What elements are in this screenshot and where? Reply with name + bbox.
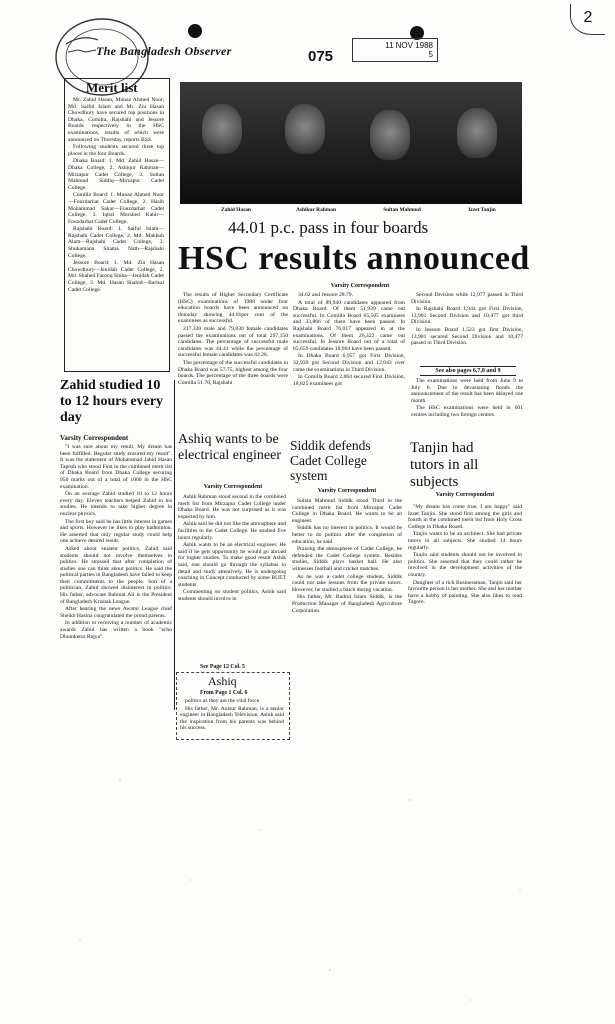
main-column-2: 34.62 and Jessore 28.79. A total of 89,940 candidates appeared from Dhaka Board. Of them 51,939 came out successful. In Comilla Board 65,505 examinees and 33,866 of them have been passed. In Rajshahi Board 76,017 appeared in at the examinations. Of them 26,322 came out successful. In Jessore Board out of a total of 65,659 candidates 18,904 have been passed. In Dhaka Board 6,957 got First Division, 32,939 got Second Division and 12,043 over came the examinations in Third Division. In Comilla Board 2,064 secured First Division, 18,825 examinees got — [293, 292, 405, 387]
masthead-paper-name: The Bangladesh Observer — [96, 44, 232, 58]
merit-list-title: Merit list — [86, 80, 138, 95]
photo-strip — [180, 82, 522, 204]
merit-para: Jessore Board: 1. Md. Zia Hasan Chowdhury—Jenidah Cadet College, 2. Md. Shahed Farooq Sinha—Jenidah Cadet College, 3. Md. Hasan Shahid—Barisal Cadet College. — [68, 260, 164, 293]
merit-para: Dhaka Board: 1. Md. Zahid Hasan—Dhaka College, 2. Ashiqur Rahman—Mirzapur Cadet College, 3. Sultan Mahmud Siddiq—Mirzapur Cadet College. — [68, 158, 164, 191]
merit-para: Comilla Board: 1. Munaz Ahmed Noor—Fouzdarhat Cadet College, 2. Hasib Mohammad Sakur—Fouzdarhat Cadet College, 3. Iqbal Morshed Kabir—Fouzdarhat Cadet College. — [68, 192, 164, 225]
tanjin-body: "My dream has come true, I am happy" said Izzet Tanjin. She stood first among the girls and fourth in the combined merit list from Holy Cross College in Dhaka Board. Tanjin wants to be an architect. She had private tutors in all subjects. She studied 14 hours regularly. Tanjin said students should not be involved in politics. She asserted that they could rather be involved in the development activities of the country. Daughter of a rich Businessman, Tanjin said her favourite person is her mother. She and her mother have a hobby of painting. She also likes to read Tagore. — [408, 504, 522, 606]
masthead-page-number: 075 — [308, 48, 334, 65]
zahid-body: "I was sure about my result. My dream has been fulfilled. Regular study ensured my result". It was the statement of Mohammad Jahid Hasan Taposh who stood First in the combined merit list of Dhaka Board from Dhaka College securing 950 marks out of a total of 1000 in the HSC examination. On an average Zahid studied 10 to 12 hours every day. Eleven teachers helped Zahid in his studies. He intends to take higher degree in nuclear physics. The first boy said he has little interest in games and sports. However he likes to play badminton. He asserted that only regular study could help one achieve desired result. Asked about student politics, Zahid said students should not involve themselves in politics. He stressed that after completion of studies one can think about politics. He said the political parties in Bangladesh have failed to keep their commitments to the people. Son of a politician, Zahid showed disinterest in politics. His father, advocate Rahmat Ali is the President of Bangladesh Krishak League. After hearing the news Awami League chief Sheikh Hasina congratulated the proud parents. In addition to receiving a number of academic awards Zahid has written a book "echo Dhumketur Rajya". — [60, 444, 172, 640]
tanjin-headline: Tanjin had tutors in all subjects — [410, 440, 479, 490]
ashiq-headline: Ashiq wants to be electrical engineer — [178, 432, 281, 463]
photo-caption: Izzet Tanjin — [468, 207, 496, 213]
tanjin-byline: Varsity Correspondent — [435, 492, 495, 498]
siddik-headline: Siddik defends Cadet College system — [290, 438, 371, 483]
scan-noise — [0, 740, 615, 1024]
ashiq-body: Ashik Rahman stood second in the combined merit list from Mirzapur Cadet College under Dhaka Board. He was not surprised as it was expected by him. Ashik said he did not like the atmosphere and facilities in the Cadet College. He studied five hours regularly. Ashik wants to be an electrical engineer. He said if he gets opportunity he would go abroad for higher studies. To make good result Ashik said, one should go through the syllabus in detail and study attentively. He is undergoing coaching in Concept conducted by some BUET students. Commenting on student politics, Ashik said students should involve in — [178, 494, 286, 602]
siddik-byline: Varsity Correspondent — [317, 488, 377, 494]
ashiq-byline: Varsity Correspondent — [203, 484, 263, 490]
merit-para: Following students secured three top places in the four Boards. — [68, 144, 164, 157]
photo-caption: Sultan Mahmud — [383, 207, 421, 213]
zahid-headline: Zahid studied 10 to 12 hours every day — [60, 378, 164, 425]
portrait-sultan — [370, 110, 410, 160]
main-column-3b: The examinations were held from June 9 to July 6. Due to devastating floods the announcement of the result has been delayed one month. The HSC examinations were held in 601 centres including two foreign centres. — [411, 378, 523, 418]
main-byline: Varsity Correspondent — [330, 283, 390, 289]
main-headline: HSC results announced — [178, 240, 530, 277]
date-stamp — [352, 38, 438, 62]
zahid-byline: Varsity Correspondent — [60, 434, 129, 442]
corner-mark: 2 — [570, 4, 605, 35]
main-column-1: The results of Higher Secondary Certificate (HSC) examinations of 1988 under four education boards have been announced on thursday showing 44.01per cent of the examinees as successful. 217,320 male and 79,830 female candidates passed the examinations out of total 297,150 candidates. The percentage of successful male candidates was 44.41 while the percentage of successful female candidates was 43.26. The percentage of the successful candidates in Dhaka Board was 57.75, highest among the four boards. The percentage of the three boards were Comilla 51.70, Rajshahi — [178, 292, 288, 386]
photo-caption: Ashikur Rahman — [296, 207, 336, 213]
punch-hole-left — [188, 24, 202, 38]
main-column-3: Second Division while 12,977 passed in Third Division. In Rajshahi Board 1,944 got First Division, 13,901 Second Division and 10,477 got third Division. In Jessore Board 1,523 got first Division, 13,901 secured Second Division and 10,477 passed in Third Division. — [411, 292, 523, 347]
portrait-ashikur — [285, 104, 325, 154]
main-kicker: 44.01 p.c. pass in four boards — [228, 218, 429, 237]
merit-list-body — [68, 97, 164, 367]
ashiq-continuation-body: politics as they are the vital force. His father, Mr. Anisur Rahman, is a senior engineer in Bangladesh Television. Ashik said the inspiration from his parents was behind his success. — [180, 698, 284, 732]
photo-caption: Zahid Hasan — [221, 207, 251, 213]
column-rule — [174, 380, 175, 710]
see-also-box: See also pages 6,7,8 and 9 — [420, 366, 516, 376]
merit-para: Rajshahi Board: 1. Saiful Islam—Rajshahi Cadet College, 2. Md. Mahbub Alam—Rajshahi Cadet College, 3. Shukamana Shama Nath—Rajshahi College. — [68, 226, 164, 259]
portrait-zahid — [202, 104, 242, 154]
siddik-body: Sultan Mahmud Siddik stood Third in the combined merit list from Mirzapur Cadet College in Dhaka Board. He wants to be an engineer. Siddik has no interest in politics. It would be better to do politics after the completion of education, he said. Praising the atmosphere of Cadet College, he defended the Cadet College system. Besides studies, Siddik plays basket ball. He also witnesses football and cricket matches. As he was a cadet college student, Siddik could not take lessons from the private tutors. However, he studied a batch during vacation. His father, Mr. Badrul Islam Siddik, is the Production Manager of Bangladesh Agriculture Corporation. — [292, 498, 402, 614]
date-stamp-page: 5 — [428, 50, 433, 59]
portrait-izzet — [457, 108, 497, 158]
date-stamp-date: 11 NOV 1988 — [385, 41, 433, 50]
ashiq-jump-line: See Page 12 Col. 5 — [200, 664, 245, 670]
merit-para: Mr. Zahid Hasan, Munaz Ahmed Noor, Md. Saiful Islam and Mr. Ziu Hasan Chowdhury have secured top positions in Dhaka, Comilla, Rajshahi and Jessore Boards respectively in the HSC examinations, results of which were announced on Thursday, reports BSS. — [68, 97, 164, 143]
ashiq-continuation-from: From Page 1 Col. 6 — [200, 690, 248, 696]
ashiq-continuation-head: Ashiq — [208, 674, 237, 688]
